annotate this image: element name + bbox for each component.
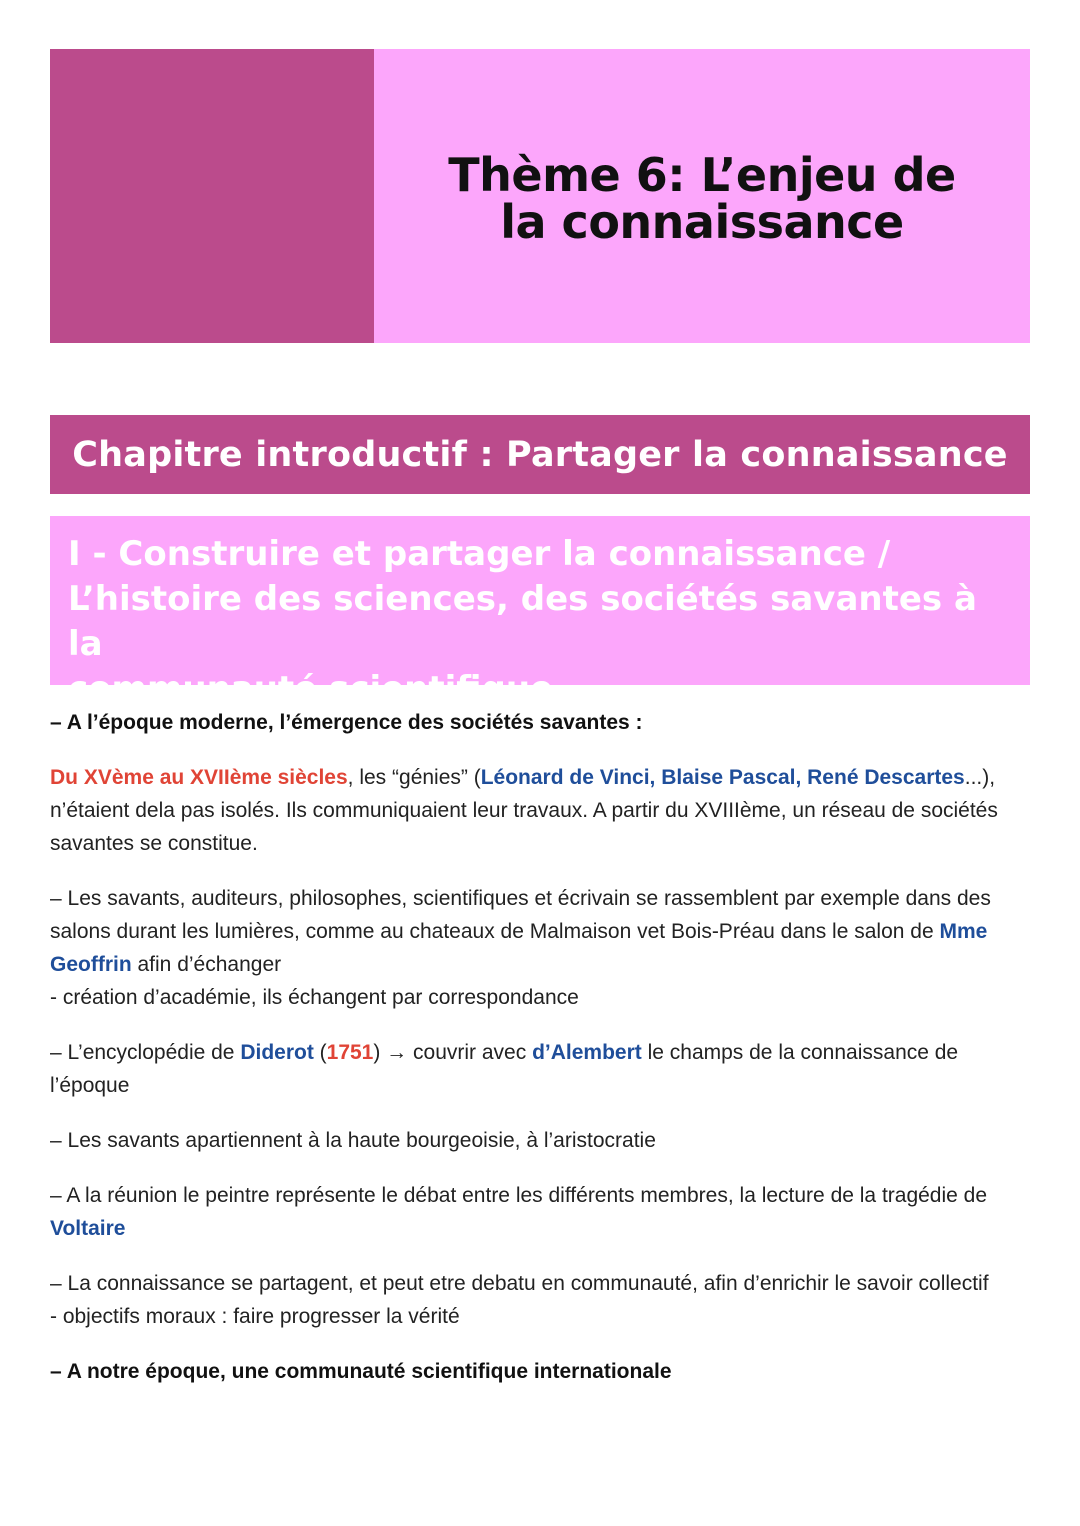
period-highlight: Du XVème au XVIIème siècles bbox=[50, 766, 348, 789]
section-banner bbox=[50, 516, 1030, 709]
names-highlight: Léonard de Vinci, Blaise Pascal, René Descartes bbox=[480, 766, 965, 789]
paragraph-knowledge bbox=[50, 1267, 1035, 1333]
name-highlight: Voltaire bbox=[50, 1217, 126, 1240]
name-highlight: Mme Geoffrin bbox=[50, 920, 988, 976]
text: ) → couvrir avec bbox=[373, 1041, 533, 1064]
paragraph-salons bbox=[50, 882, 1035, 1014]
title-block bbox=[50, 49, 1030, 343]
text: , les “génies” ( bbox=[347, 766, 481, 789]
section-title-line3: communauté scientifique bbox=[68, 669, 554, 709]
text: ( bbox=[313, 1041, 327, 1064]
chapter-title: Chapitre introductif : Partager la connaissance bbox=[72, 434, 1008, 475]
title-color-block bbox=[50, 49, 374, 343]
page-title-line2: la connaissance bbox=[500, 195, 904, 249]
section-title bbox=[68, 532, 1012, 712]
text: – L’encyclopédie de bbox=[50, 1041, 241, 1064]
text: - objectifs moraux : faire progresser la vérité bbox=[50, 1305, 460, 1328]
year-highlight: 1751 bbox=[326, 1041, 374, 1064]
section-title-line1: I - Construire et partager la connaissance / bbox=[68, 534, 891, 574]
name-highlight: Diderot bbox=[240, 1041, 314, 1064]
paragraph-savants: – Les savants apartiennent à la haute bourgeoisie, à l’aristocratie bbox=[50, 1129, 656, 1152]
paragraph-reunion bbox=[50, 1179, 1035, 1245]
text: – A la réunion le peintre représente le débat entre les différents membres, la lecture de la tragédie de bbox=[50, 1184, 988, 1207]
text: afin d’échanger bbox=[131, 953, 282, 976]
text: – Les savants, auditeurs, philosophes, scientifiques et écrivain se rassemblent par exemple dans des salons durant les lumières, comme au chateaux de Malmaison vet Bois-Préau dans le salon de bbox=[50, 887, 991, 943]
text: – La connaissance se partagent, et peut etre debatu en communauté, afin d’enrichir le savoir collectif bbox=[50, 1272, 989, 1295]
text: le champs de la connaissance de l’époque bbox=[50, 1041, 959, 1097]
subheading-our-era: – A notre époque, une communauté scientifique internationale bbox=[50, 1360, 672, 1383]
text: ...), n’étaient dela pas isolés. Ils communiquaient leur travaux. A partir du XVIIIème, un réseau de sociétés savantes se constitue. bbox=[50, 766, 998, 855]
content-body bbox=[50, 706, 1035, 1388]
chapter-banner bbox=[50, 415, 1030, 494]
subheading-modern-era: – A l’époque moderne, l’émergence des sociétés savantes : bbox=[50, 711, 643, 734]
title-panel bbox=[374, 49, 1030, 343]
page-title bbox=[448, 146, 956, 249]
paragraph-genius bbox=[50, 761, 1035, 860]
page-title-line1: Thème 6: L’enjeu de bbox=[448, 148, 956, 202]
name-highlight: d’Alembert bbox=[532, 1041, 642, 1064]
paragraph-encyclopedia bbox=[50, 1036, 1035, 1102]
text: - création d’académie, ils échangent par correspondance bbox=[50, 986, 579, 1009]
section-title-line2: L’histoire des sciences, des sociétés savantes à la bbox=[68, 579, 977, 664]
